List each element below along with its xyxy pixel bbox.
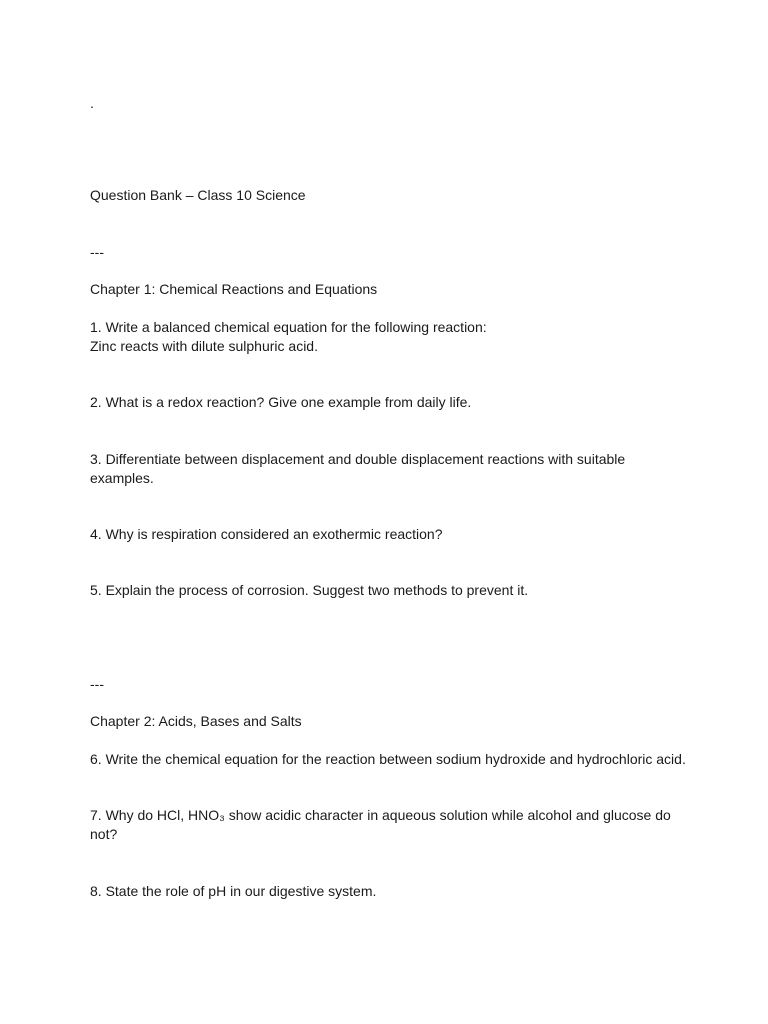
question-item: 3. Differentiate between displacement and double displacement reactions with suitable examples. [90, 451, 630, 486]
top-mark: . [90, 95, 94, 111]
question-item: 5. Explain the process of corrosion. Suggest two methods to prevent it. [90, 582, 529, 598]
question-item: 4. Why is respiration considered an exothermic reaction? [90, 526, 443, 542]
question-item: 2. What is a redox reaction? Give one example from daily life. [90, 394, 472, 410]
question-item: 7. Why do HCl, HNO₃ show acidic character in aqueous solution while alcohol and glucose do not? [90, 807, 675, 842]
separator: --- [90, 244, 104, 260]
question-item: 1. Write a balanced chemical equation for the following reaction: Zinc reacts with dilute sulphuric acid. [90, 319, 487, 354]
question-item: 8. State the role of pH in our digestive system. [90, 883, 377, 899]
question-item: 6. Write the chemical equation for the reaction between sodium hydroxide and hydrochloric acid. [90, 751, 686, 767]
separator: --- [90, 676, 104, 692]
chapter-heading: Chapter 1: Chemical Reactions and Equations [90, 281, 378, 297]
document-title: Question Bank – Class 10 Science [90, 187, 306, 203]
chapter-heading: Chapter 2: Acids, Bases and Salts [90, 713, 302, 729]
